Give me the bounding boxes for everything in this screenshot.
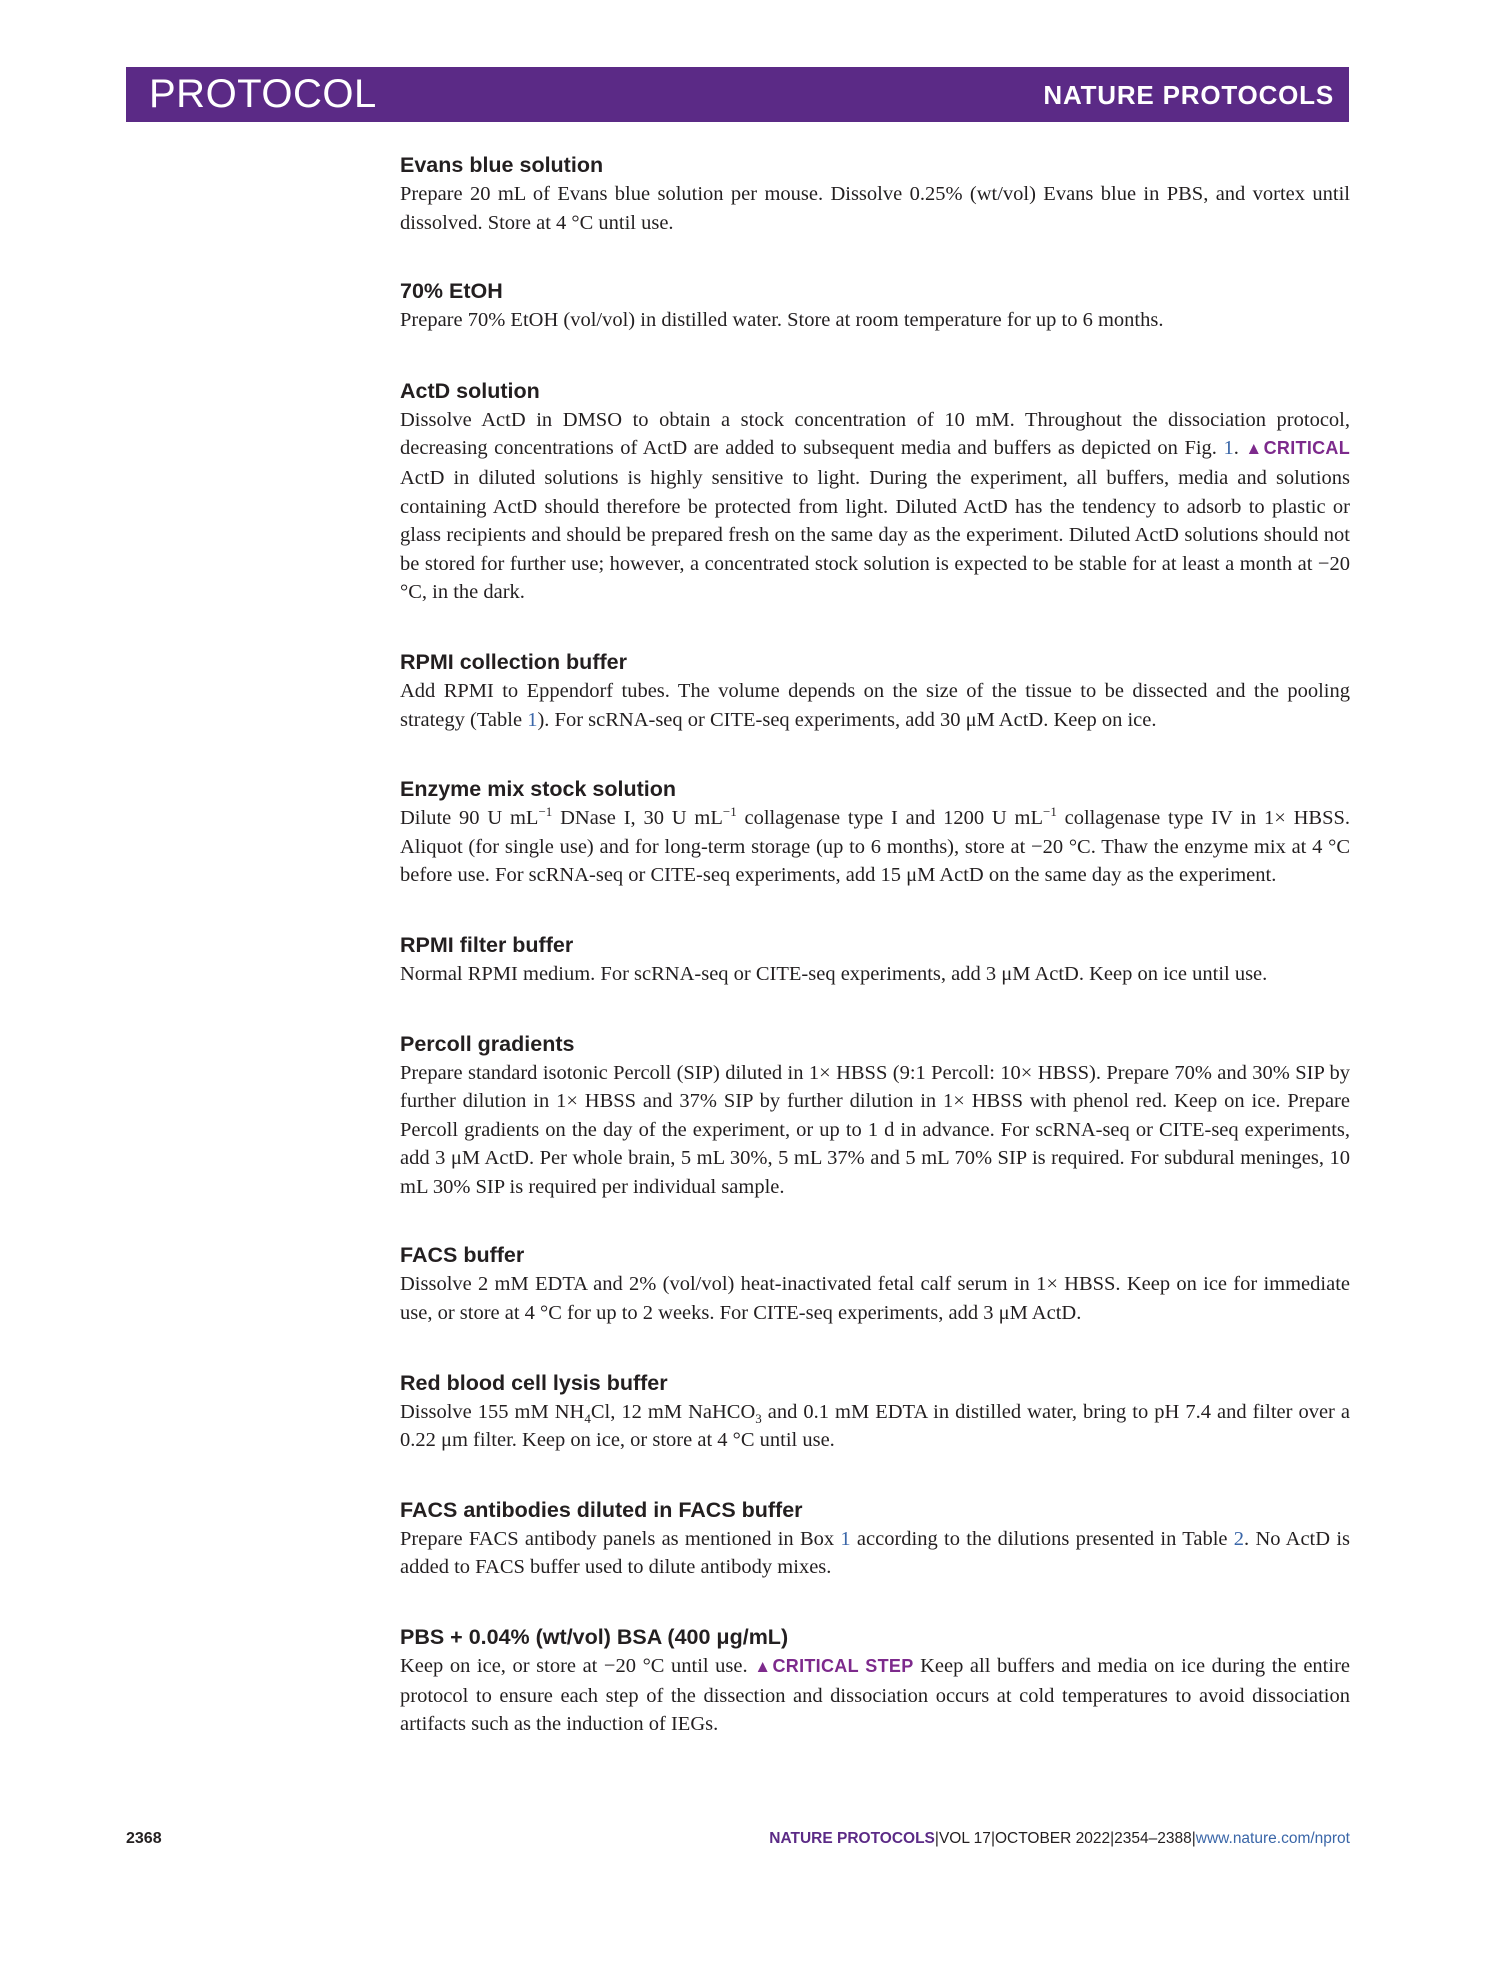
section-body [400, 804, 1350, 890]
page-header [126, 67, 1349, 122]
section-actd [400, 377, 1350, 607]
footer-citation [769, 1830, 1350, 1848]
superscript: −1 [722, 804, 737, 820]
section-rpmi-collection [400, 648, 1350, 734]
body-text: and 0.1 mM EDTA in distilled water, bring to pH 7.4 and filter over a 0.22 μm filter. Keep on ice, or store at 4 °C until use. [400, 1400, 1350, 1452]
figure-link[interactable]: 1 [1223, 437, 1234, 460]
section-title: FACS buffer [400, 1243, 525, 1268]
body-text: Keep on ice, or store at −20 °C until use. [400, 1655, 755, 1678]
separator: | [990, 1830, 995, 1847]
subscript: 3 [755, 1410, 762, 1426]
critical-label: CRITICAL [1263, 438, 1351, 459]
footer-pages: 2354–2388 [1114, 1830, 1192, 1847]
body-text: ActD in diluted solutions is highly sensitive to light. During the experiment, all buffers, media and solutions containing ActD should therefore be protected from light. Diluted ActD has the tendency to adsorb to plastic or glass recipients and should be prepared fresh on the same day as the experiment. Diluted ActD solutions should not be stored for further use; however, a concentrated stock solution is expected to be stable for at least a month at −20 °C, in the dark. [400, 466, 1350, 604]
superscript: −1 [538, 804, 553, 820]
table-link[interactable]: 2 [1233, 1527, 1245, 1550]
subscript: 4 [584, 1410, 591, 1426]
section-title: FACS antibodies diluted in FACS buffer [400, 1497, 803, 1522]
footer-date: OCTOBER 2022 [994, 1830, 1111, 1847]
section-title: Percoll gradients [400, 1031, 575, 1056]
footer-volume: VOL 17 [938, 1830, 991, 1847]
body-text: Dissolve ActD in DMSO to obtain a stock concentration of 10 mM. Throughout the dissociation protocol, decreasing concentrations of ActD are added to subsequent media and buffers as depicted on Fig. [400, 408, 1350, 460]
section-enzyme-mix [400, 775, 1350, 890]
box-link[interactable]: 1 [840, 1527, 851, 1550]
body-text: Keep all buffers and media on ice during the entire protocol to ensure each step of the dissection and dissociation occurs at cold temperatures to avoid dissociation artifacts such as the induction of IEGs. [400, 1655, 1350, 1736]
critical-triangle-icon: ▲ [1245, 439, 1264, 459]
section-facs-buffer [400, 1241, 1350, 1327]
body-text: Dilute 90 U mL [400, 807, 539, 830]
body-text: Add RPMI to Eppendorf tubes. The volume depends on the size of the tissue to be dissected and the pooling strategy (Table [400, 679, 1350, 731]
body-text: . [1233, 437, 1246, 460]
section-body [400, 1525, 1350, 1582]
section-title: Enzyme mix stock solution [400, 777, 676, 802]
section-etoh [400, 277, 1350, 335]
section-body [400, 1652, 1350, 1739]
section-body [400, 406, 1350, 607]
section-title: ActD solution [400, 378, 540, 403]
main-content [400, 151, 1350, 1739]
critical-triangle-icon: ▲ [754, 1657, 773, 1677]
body-text: . No ActD is added to FACS buffer used to dilute antibody mixes. [400, 1527, 1350, 1579]
section-body: Prepare standard isotonic Percoll (SIP) diluted in 1× HBSS (9:1 Percoll: 10× HBSS). Prepare 70% and 30% SIP by further dilution in 1× HBSS and 37% SIP by further dilution in 1× HBSS with phenol red. Keep on ice. Prepare Percoll gradients on the day of the experiment, or up to 1 d in advance. For scRNA-seq or CITE-seq experiments, add 3 μM ActD. Per whole brain, 5 mL 30%, 5 mL 37% and 5 mL 70% SIP is required. For subdural meninges, 10 mL 30% SIP is required per individual sample. [400, 1061, 1350, 1198]
body-text: collagenase type IV in 1× HBSS. Aliquot (for single use) and for long-term storage (up to 6 months), store at −20 °C. Thaw the enzyme mix at 4 °C before use. For scRNA-seq or CITE-seq experiments, add 15 μM ActD on the same day as the experiment. [400, 807, 1351, 887]
separator: | [1110, 1830, 1115, 1847]
body-text: Prepare FACS antibody panels as mentioned in Box [400, 1527, 841, 1550]
section-percoll [400, 1030, 1350, 1202]
section-pbs-bsa [400, 1623, 1350, 1739]
critical-step-label: CRITICAL STEP [772, 1656, 914, 1677]
superscript: −1 [1042, 804, 1057, 820]
section-title: Evans blue solution [400, 153, 604, 177]
section-title: Red blood cell lysis buffer [400, 1370, 668, 1395]
section-body: Prepare 20 mL of Evans blue solution per mouse. Dissolve 0.25% (wt/vol) Evans blue in PBS, and vortex until dissolved. Store at 4 °C until use. [400, 183, 1350, 234]
body-text: DNase I, 30 U mL [552, 807, 723, 830]
section-body: Prepare 70% EtOH (vol/vol) in distilled water. Store at room temperature for up to 6 months. [400, 309, 1164, 332]
separator: | [1191, 1830, 1196, 1847]
section-title: RPMI collection buffer [400, 649, 627, 674]
section-title: PBS + 0.04% (wt/vol) BSA (400 μg/mL) [400, 1625, 789, 1650]
section-evans-blue [400, 151, 1350, 237]
footer-url-link[interactable]: www.nature.com/nprot [1195, 1830, 1350, 1847]
article-type-label: PROTOCOL [149, 72, 377, 116]
table-link[interactable]: 1 [527, 708, 538, 731]
section-title: RPMI filter buffer [400, 932, 574, 957]
body-text: ). For scRNA-seq or CITE-seq experiments, add 30 μM ActD. Keep on ice. [537, 708, 1157, 731]
body-text: Dissolve 155 mM NH [400, 1400, 585, 1423]
section-body [400, 677, 1350, 734]
body-text: according to the dilutions presented in Table [850, 1527, 1234, 1550]
body-text: Cl, 12 mM NaHCO [590, 1400, 756, 1423]
section-title: 70% EtOH [400, 279, 503, 304]
footer-journal: NATURE PROTOCOLS [769, 1830, 935, 1847]
journal-name: NATURE PROTOCOLS [1043, 80, 1334, 110]
section-body: Normal RPMI medium. For scRNA-seq or CITE-seq experiments, add 3 μM ActD. Keep on ice until use. [400, 962, 1268, 985]
section-rpmi-filter [400, 931, 1350, 989]
section-facs-antibodies [400, 1496, 1350, 1582]
section-body: Dissolve 2 mM EDTA and 2% (vol/vol) heat-inactivated fetal calf serum in 1× HBSS. Keep on ice for immediate use, or store at 4 °C for up to 2 weeks. For CITE-seq experiments, add 3 μM ActD. [400, 1273, 1350, 1325]
page-number: 2368 [126, 1830, 162, 1847]
section-body [400, 1398, 1350, 1455]
body-text: collagenase type I and 1200 U mL [736, 807, 1043, 830]
separator: | [934, 1830, 939, 1847]
section-rbc-lysis [400, 1369, 1350, 1455]
